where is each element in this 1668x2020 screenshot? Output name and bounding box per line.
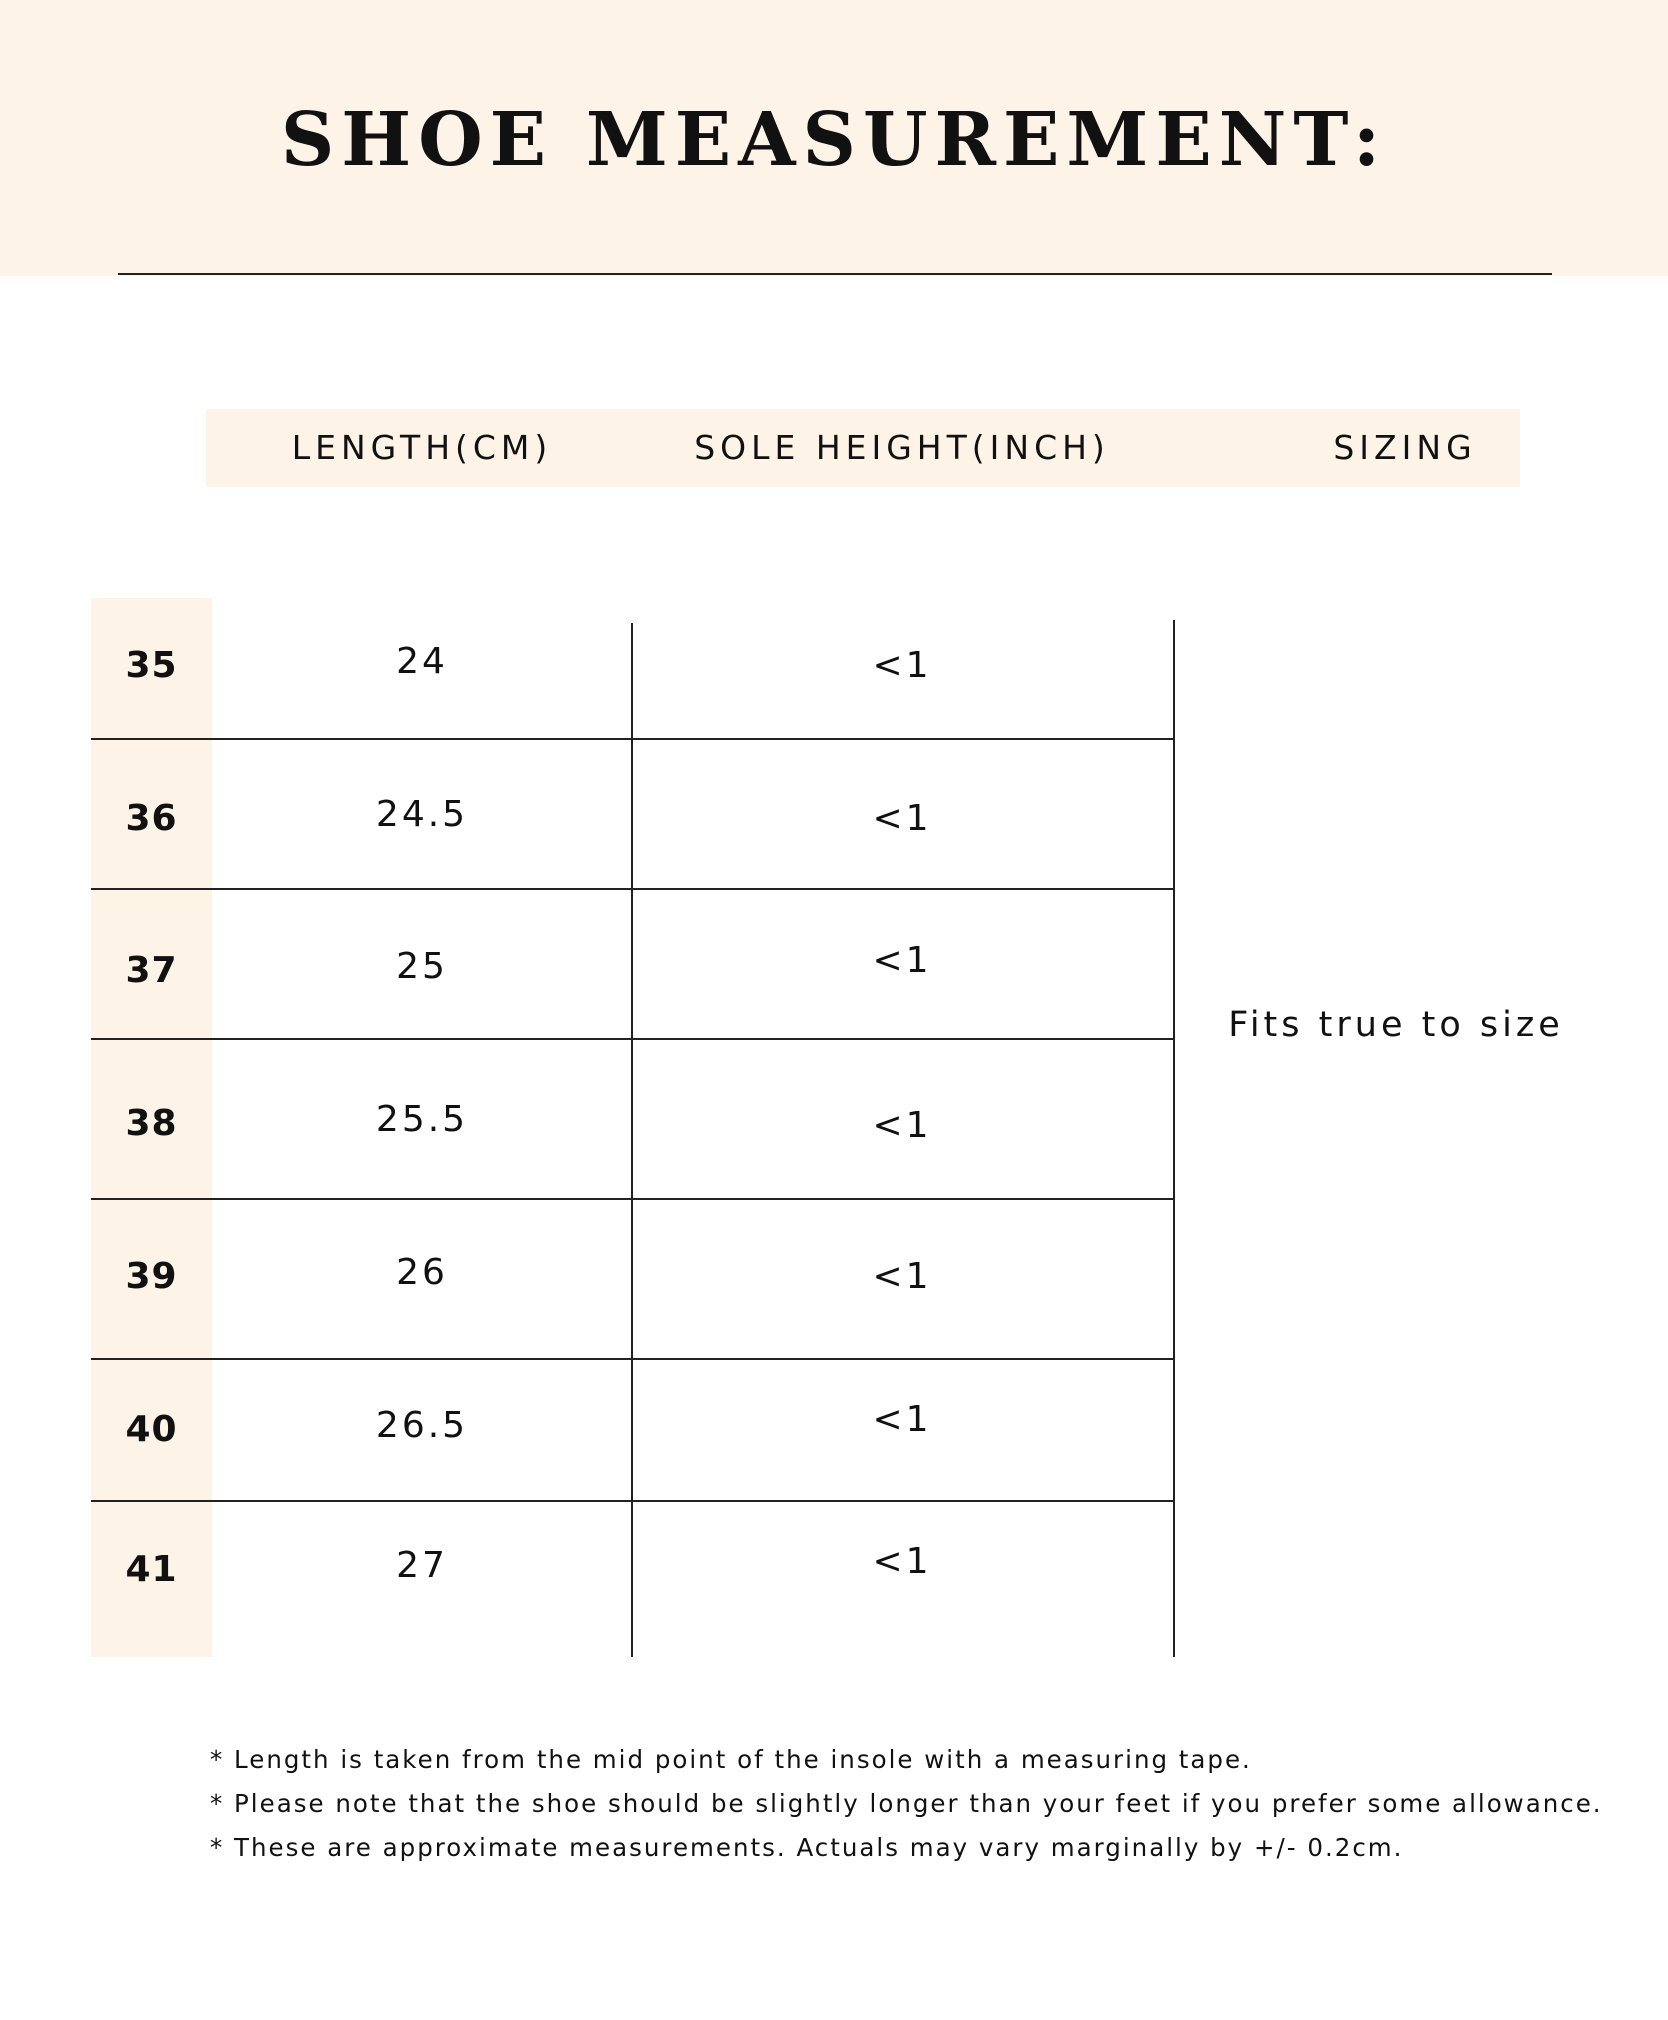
title-divider (118, 273, 1552, 275)
cell-size: 40 (125, 1409, 178, 1450)
cell-length: 26.5 (375, 1405, 469, 1446)
grid-hline (91, 1500, 1175, 1502)
cell-size: 41 (125, 1549, 178, 1590)
grid-hline (91, 738, 1175, 740)
footnote: * These are approximate measurements. Actuals may vary marginally by +/- 0.2cm. (210, 1833, 1404, 1862)
cell-size: 35 (125, 645, 178, 686)
footnote: * Length is taken from the mid point of the insole with a measuring tape. (210, 1745, 1252, 1774)
cell-size: 39 (125, 1256, 178, 1297)
cell-size: 36 (125, 798, 178, 839)
cell-sole-height: <1 (872, 798, 932, 839)
grid-hline (91, 1198, 1175, 1200)
grid-hline (91, 1038, 1175, 1040)
page-title: SHOE MEASUREMENT: (280, 97, 1388, 183)
grid-hline (91, 888, 1175, 890)
cell-length: 27 (396, 1545, 448, 1586)
cell-length: 26 (396, 1252, 448, 1293)
cell-size: 38 (125, 1103, 178, 1144)
cell-length: 24.5 (375, 794, 469, 835)
cell-sole-height: <1 (872, 1105, 932, 1146)
column-header-length: LENGTH(CM) (291, 428, 553, 467)
column-header-sole-height: SOLE HEIGHT(INCH) (694, 428, 1110, 467)
cell-sole-height: <1 (872, 645, 932, 686)
cell-length: 25 (396, 946, 448, 987)
cell-length: 24 (396, 641, 448, 682)
cell-size: 37 (125, 950, 178, 991)
cell-sole-height: <1 (872, 1256, 932, 1297)
grid-hline (91, 1358, 1175, 1360)
cell-sole-height: <1 (872, 1399, 932, 1440)
cell-sole-height: <1 (872, 1541, 932, 1582)
cell-length: 25.5 (375, 1099, 469, 1140)
cell-sole-height: <1 (872, 940, 932, 981)
footnote: * Please note that the shoe should be slightly longer than your feet if you prefer some allowance. (210, 1789, 1603, 1818)
footnotes (210, 1738, 1650, 1870)
sizing-note: Fits true to size (1228, 1005, 1564, 1045)
column-header-sizing: SIZING (1333, 428, 1477, 467)
